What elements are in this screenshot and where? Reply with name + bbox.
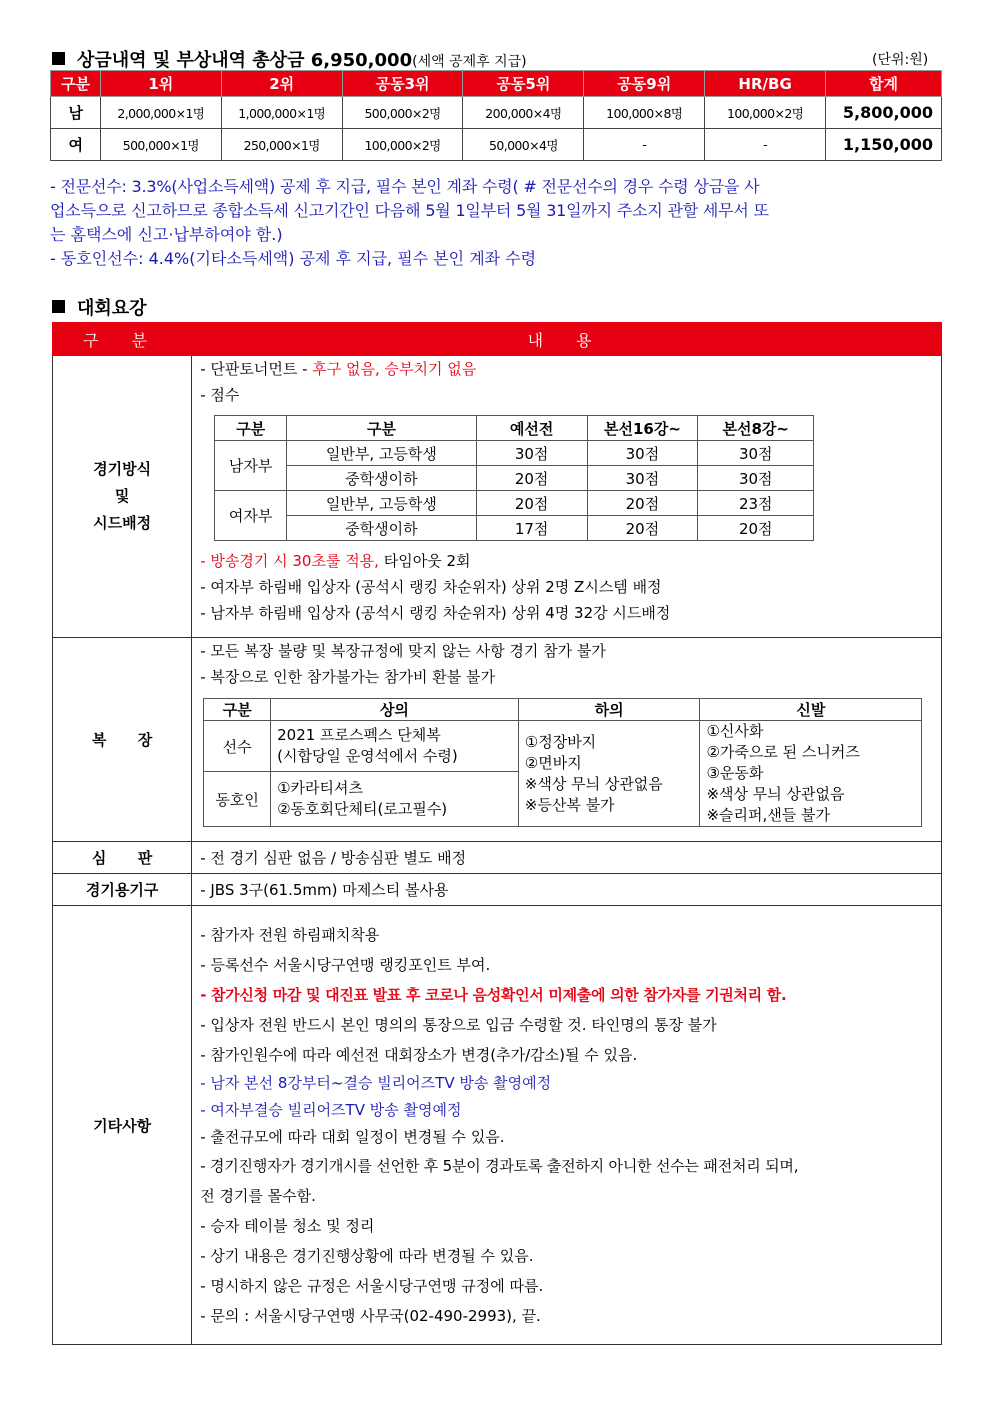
dress-item: ③운동화	[706, 764, 764, 782]
etc-line: - 명시하지 않은 규정은 서울시당구연맹 규정에 따름.	[200, 1277, 544, 1295]
score-table	[214, 415, 814, 541]
prize-cell: 100,000×8명	[584, 97, 705, 129]
prize-cell: 1,000,000×1명	[221, 97, 342, 129]
prize-row-total: 1,150,000	[826, 129, 942, 161]
square-bullet-icon	[52, 52, 65, 65]
etc-line: - 남자 본선 8강부터~결승 빌리어즈TV 방송 촬영예정	[200, 1074, 552, 1092]
tax-note-line: - 전문선수: 3.3%(사업소득세액) 공제 후 지급, 필수 본인 계좌 수령( # 전문선수의 경우 수령 상금을 사	[50, 177, 760, 196]
score-value: 30점	[587, 441, 698, 466]
prize-header-cell: HR/BG	[705, 71, 826, 97]
prize-cell: -	[584, 129, 705, 161]
score-header-cell: 구분	[287, 416, 477, 441]
prize-row-women	[51, 129, 942, 161]
score-header-cell: 구분	[215, 416, 287, 441]
etc-line: - 여자부결승 빌리어즈TV 방송 촬영예정	[200, 1101, 462, 1119]
etc-line: - 참가자 전원 하림패치착용	[200, 926, 380, 944]
score-row	[215, 516, 814, 541]
etc-label: 기타사항	[53, 906, 192, 1345]
prize-cell: 250,000×1명	[221, 129, 342, 161]
etc-line: - 문의 : 서울시당구연맹 사무국(02-490-2993), 끝.	[200, 1307, 541, 1325]
score-value: 30점	[698, 466, 814, 491]
score-group-label: 여자부	[215, 491, 287, 541]
dress-label: 복 장	[53, 638, 192, 842]
dress-header-cell: 하의	[518, 699, 700, 721]
etc-line: - 경기진행자가 경기개시를 선언한 후 5분이 경과토록 출전하지 아니한 선수는 패전처리 되며,	[200, 1157, 799, 1175]
game-content	[192, 356, 942, 638]
dress-line: - 복장으로 인한 참가불가는 참가비 환불 불가	[200, 668, 496, 686]
score-category: 중학생이하	[287, 516, 477, 541]
etc-line: - 승자 테이블 청소 및 정리	[200, 1217, 375, 1235]
dress-item: ※색상 무늬 상관없음	[524, 774, 663, 793]
score-row	[215, 491, 814, 516]
prize-header-cell: 공동9위	[584, 71, 705, 97]
prize-cell: 100,000×2명	[342, 129, 463, 161]
dress-item: ②동호회단체티(로고필수)	[277, 800, 448, 818]
etc-line: - 참가신청 마감 및 대진표 발표 후 코로나 음성확인서 미제출에 의한 참가자를 기권처리 함.	[200, 986, 787, 1004]
dress-item: ②면바지	[524, 753, 582, 772]
game-label-line: 시드배정	[93, 514, 152, 532]
score-category: 일반부, 고등학생	[287, 441, 477, 466]
dress-header-row	[204, 699, 922, 721]
score-header-cell: 본선8강~	[698, 416, 814, 441]
prize-header-cell: 공동5위	[463, 71, 584, 97]
dress-item: 2021 프로스펙스 단체복	[277, 726, 441, 744]
dress-item: ※슬리퍼,샌들 불가	[706, 806, 831, 824]
rules-row-referee	[53, 842, 942, 874]
dress-row-label: 선수	[204, 721, 271, 772]
rules-row-equipment	[53, 874, 942, 906]
prize-cell: 50,000×4명	[463, 129, 584, 161]
prize-row-men	[51, 97, 942, 129]
prize-header-cell: 공동3위	[342, 71, 463, 97]
prize-header-row	[51, 71, 942, 97]
rules-section-title: 대회요강	[52, 294, 147, 320]
game-line: - 남자부 하림배 입상자 (공석시 랭킹 차순위자) 상위 4명 32강 시드배정	[200, 604, 671, 622]
etc-content	[192, 906, 942, 1345]
game-line: - 단판토너먼트 - 후구 없음, 승부치기 없음	[200, 360, 477, 378]
score-value: 20점	[476, 466, 587, 491]
dress-item: ②가죽으로 된 스니커즈	[706, 743, 860, 761]
score-value: 20점	[587, 516, 698, 541]
dress-item: (시합당일 운영석에서 수령)	[277, 747, 458, 765]
score-header-cell: 본선16강~	[587, 416, 698, 441]
prize-total-note: (세액 공제후 지급)	[412, 54, 527, 70]
prize-cell: 100,000×2명	[705, 97, 826, 129]
dress-row-label: 동호인	[204, 772, 271, 827]
equipment-content	[192, 874, 942, 906]
score-header-cell: 예선전	[476, 416, 587, 441]
etc-line: 전 경기를 몰수함.	[200, 1187, 316, 1205]
prize-row-label: 여	[51, 129, 101, 161]
score-value: 20점	[476, 491, 587, 516]
dress-header-cell: 신발	[700, 699, 922, 721]
prize-cell: 500,000×2명	[342, 97, 463, 129]
etc-line: - 상기 내용은 경기진행상황에 따라 변경될 수 있음.	[200, 1247, 534, 1265]
prize-header-cell: 2위	[221, 71, 342, 97]
equipment-text: - JBS 3구(61.5mm) 마제스티 볼사용	[200, 880, 449, 899]
score-category: 일반부, 고등학생	[287, 491, 477, 516]
dress-line: - 모든 복장 불량 및 복장규정에 맞지 않는 사항 경기 참가 불가	[200, 642, 606, 660]
dress-top-player	[271, 721, 519, 772]
prize-section-title: 상금내역 및 부상내역 총상금 6,950,000(세액 공제후 지급)	[52, 46, 527, 72]
tax-note-line: 업소득으로 신고하므로 종합소득세 신고기간인 다음해 5월 1일부터 5월 31일까지 주소지 관할 세무서 또	[50, 201, 769, 220]
prize-row-label: 남	[51, 97, 101, 129]
score-row	[215, 466, 814, 491]
game-line: - 여자부 하림배 입상자 (공석시 랭킹 차순위자) 상위 2명 Z시스템 배정	[200, 578, 662, 596]
referee-content	[192, 842, 942, 874]
score-header-row	[215, 416, 814, 441]
tax-notes	[50, 175, 944, 271]
prize-total: 6,950,000	[310, 50, 413, 71]
game-label	[53, 356, 192, 638]
score-value: 30점	[587, 466, 698, 491]
dress-top-amateur	[271, 772, 519, 827]
rules-row-game	[53, 356, 942, 638]
game-line: - 방송경기 시 30초룰 적용, 타임아웃 2회	[200, 552, 471, 570]
game-line: - 점수	[200, 386, 240, 404]
dress-item: ※등산복 불가	[524, 795, 615, 814]
rules-row-dress	[53, 638, 942, 842]
referee-text: - 전 경기 심판 없음 / 방송심판 별도 배정	[200, 848, 467, 867]
unit-label: (단위:원)	[872, 52, 929, 68]
equipment-label: 경기용기구	[53, 874, 192, 906]
dress-row-player	[204, 721, 922, 772]
dress-table	[203, 698, 922, 827]
dress-bottom	[518, 721, 700, 827]
game-label-line: 및	[114, 487, 130, 505]
tax-note-line: - 동호인선수: 4.4%(기타소득세액) 공제 후 지급, 필수 본인 계좌 수령	[50, 249, 537, 268]
score-value: 30점	[476, 441, 587, 466]
etc-line: - 등록선수 서울시당구연맹 랭킹포인트 부여.	[200, 956, 491, 974]
score-category: 중학생이하	[287, 466, 477, 491]
score-value: 20점	[587, 491, 698, 516]
prize-cell: 200,000×4명	[463, 97, 584, 129]
score-value: 30점	[698, 441, 814, 466]
score-value: 20점	[698, 516, 814, 541]
score-value: 23점	[698, 491, 814, 516]
dress-item: ※색상 무늬 상관없음	[706, 785, 845, 803]
prize-cell: -	[705, 129, 826, 161]
dress-shoes	[700, 721, 922, 827]
dress-header-cell: 구분	[204, 699, 271, 721]
rules-header-cell: 구 분	[53, 323, 192, 356]
square-bullet-icon	[52, 300, 65, 313]
prize-header-cell: 구분	[51, 71, 101, 97]
referee-label: 심 판	[53, 842, 192, 874]
game-label-line: 경기방식	[93, 460, 152, 478]
dress-item: ①정장바지	[524, 732, 597, 751]
tax-note-line: 는 홈택스에 신고·납부하여야 함.)	[50, 225, 283, 244]
prize-cell: 2,000,000×1명	[100, 97, 221, 129]
prize-cell: 500,000×1명	[100, 129, 221, 161]
dress-header-cell: 상의	[271, 699, 519, 721]
prize-header-cell: 1위	[100, 71, 221, 97]
score-value: 17점	[476, 516, 587, 541]
etc-line: - 출전규모에 따라 대회 일정이 변경될 수 있음.	[200, 1128, 505, 1146]
dress-item: ①카라티셔츠	[277, 779, 364, 797]
prize-row-total: 5,800,000	[826, 97, 942, 129]
score-row	[215, 441, 814, 466]
dress-item: ①신사화	[706, 722, 764, 740]
score-group-label: 남자부	[215, 441, 287, 491]
dress-content	[192, 638, 942, 842]
rules-row-etc	[53, 906, 942, 1345]
etc-line: - 입상자 전원 반드시 본인 명의의 통장으로 입금 수령할 것. 타인명의 통장 불가	[200, 1016, 717, 1034]
prize-table	[50, 70, 942, 161]
prize-header-cell: 합계	[826, 71, 942, 97]
rules-table	[52, 322, 942, 1345]
rules-header-cell: 내 용	[192, 323, 942, 356]
etc-line: - 참가인원수에 따라 예선전 대회장소가 변경(추가/감소)될 수 있음.	[200, 1046, 638, 1064]
rules-header-row	[53, 323, 942, 356]
